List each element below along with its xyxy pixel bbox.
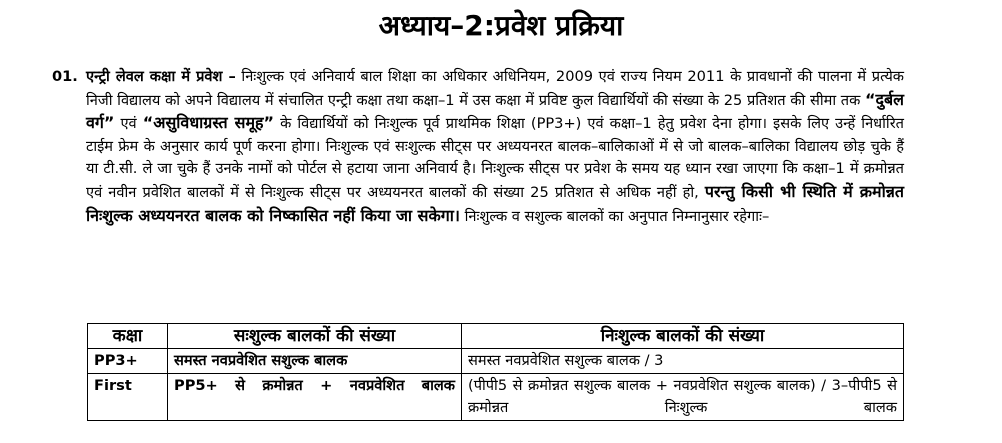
chapter-title: अध्याय–2:प्रवेश प्रक्रिया: [378, 9, 624, 42]
section-heading: एन्ट्री लेवल कक्षा में प्रवेश –: [86, 68, 236, 85]
header-paid-count: सःशुल्क बालकों की संख्या: [168, 324, 462, 349]
section-number: 01.: [52, 68, 78, 85]
paragraph-text-1: निःशुल्क एवं अनिवार्य बाल शिक्षा का अधिकार अधिनियम, 2009 एवं राज्य नियम 2011 के प्रावधानों की पालना में प्रत्येक निजी विद्यालय को अपने विद्यालय में संचालित एन्ट्री कक्षा तथा कक्षा–1 में उस कक्षा में प्रविष्ट कुल विद्यार्थियों की संख्या के 25 प्रतिशत की सीमा तक: [86, 68, 904, 109]
row-paid-cell: PP5+ से क्रमोन्नत + नवप्रवेशित बालक: [168, 374, 462, 421]
paragraph-text-4: निःशुल्क व सशुल्क बालकों का अनुपात निम्नानुसार रहेगाः–: [459, 207, 770, 225]
table-row: [88, 374, 904, 421]
paragraph-text-2: एवं: [114, 115, 143, 133]
term-weaker-section: “दुर्बल वर्ग”: [86, 89, 904, 133]
paragraph-text-3: के विद्यार्थियों को निःशुल्क पूर्व प्राथमिक शिक्षा (PP3+) एवं कक्षा–1 हेतु प्रवेश देना होगा। इसके लिए उन्हें निर्धारित टाईम फ्रेम के अनुसार कार्य पूर्ण करना होगा। निःशुल्क एवं सःशुल्क सीट्स पर अध्ययनरत बालक–बालिकाओं में से जो बालक–बालिका विद्यालय छोड़ चुके हैं या टी.सी. ले जा चुके हैं उनके नामों को पोर्टल से हटाया जाना अनिवार्य है। निःशुल्क सीट्स पर प्रवेश के समय यह ध्यान रखा जाएगा कि कक्षा–1 में क्रमोन्नत एवं नवीन प्रवेशित बालकों में से निःशुल्क सीट्स पर अध्ययनरत बालकों की संख्या 25 प्रतिशत से अधिक नहीं हो,: [86, 115, 904, 201]
row-free-cell: समस्त नवप्रवेशित सशुल्क बालक / 3: [462, 349, 904, 374]
section-body: [86, 66, 904, 228]
table-header-row: [88, 324, 904, 349]
row-free-cell: (पीपी5 से क्रमोन्नत सशुल्क बालक + नवप्रवेशित सशुल्क बालक) / 3–पीपी5 से क्रमोन्नत निःशुल्क बालक: [462, 374, 904, 421]
term-disadvantaged-group: “असुविधाग्रस्त समूह”: [142, 113, 275, 133]
header-free-count: निःशुल्क बालकों की संख्या: [462, 324, 904, 349]
row-class-cell: PP3+: [88, 349, 168, 374]
ratio-table: [87, 323, 904, 421]
table-row: [88, 349, 904, 374]
header-class: कक्षा: [88, 324, 168, 349]
row-paid-cell: समस्त नवप्रवेशित सशुल्क बालक: [168, 349, 462, 374]
bold-condition-text: परन्तु किसी भी स्थिति में क्रमोन्नत निःशुल्क अध्ययनरत बालक को निष्कासित नहीं किया जा सकेगा।: [86, 181, 904, 225]
row-class-cell: First: [88, 374, 168, 421]
section-paragraph: [52, 66, 904, 228]
